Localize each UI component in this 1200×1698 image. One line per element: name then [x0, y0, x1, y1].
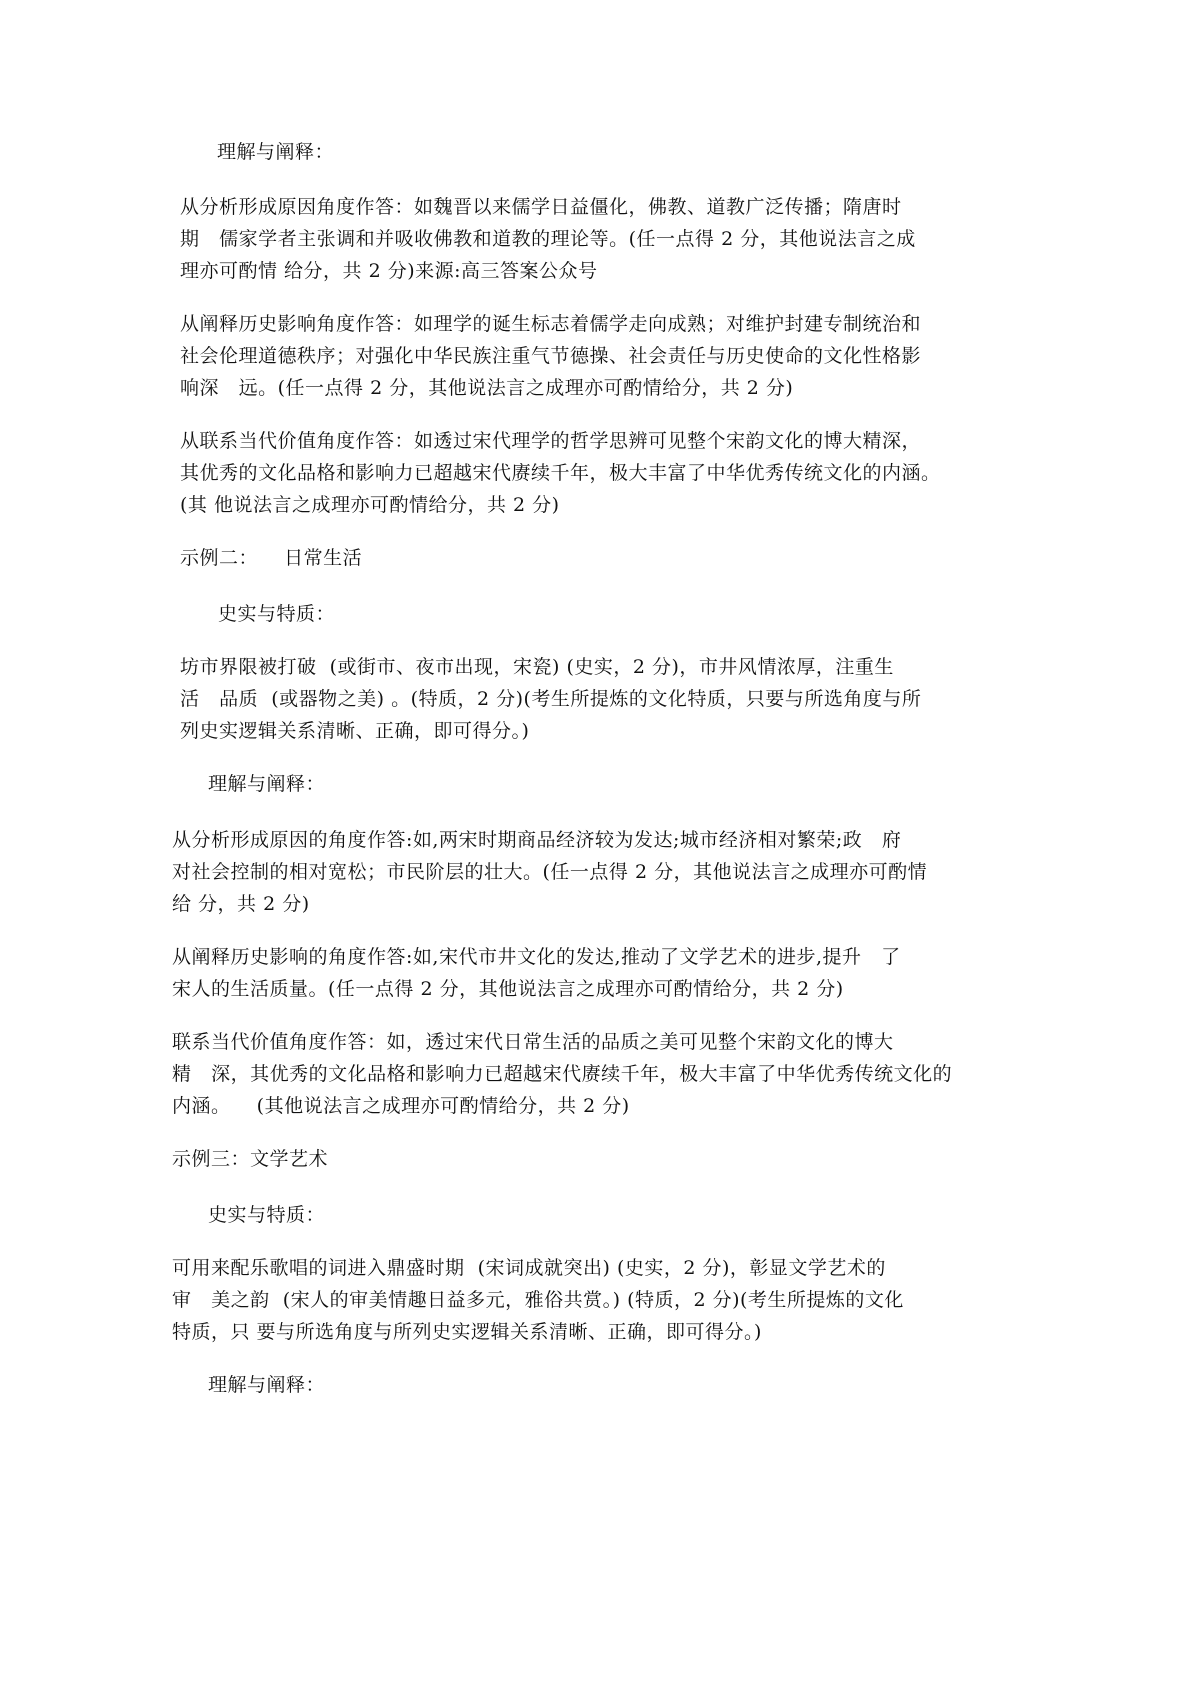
paragraph-impact-1-line-3: 响深 远。(任一点得 2 分，其他说法言之成理亦可酌情给分，共 2 分): [180, 377, 794, 399]
paragraph-value-1-line-1: 从联系当代价值角度作答：如透过宋代理学的哲学思辨可见整个宋韵文化的博大精深，: [180, 430, 922, 452]
paragraph-value-1-line-3: (其 他说法言之成理亦可酌情给分，共 2 分): [180, 494, 560, 516]
paragraph-facts-3-line-2: 审 美之韵 (宋人的审美情趣日益多元，雅俗共赏。) (特质，2 分)(考生所提炼的文化: [172, 1289, 904, 1311]
heading-understanding-3: 理解与阐释：: [208, 1374, 326, 1396]
paragraph-impact-1-line-1: 从阐释历史影响角度作答：如理学的诞生标志着儒学走向成熟；对维护封建专制统治和: [180, 313, 922, 335]
heading-example-2: 示例二： 日常生活: [180, 547, 363, 569]
paragraph-facts-2-line-1: 坊市界限被打破 (或街市、夜市出现，宋瓷) (史实，2 分)，市井风情浓厚，注重生: [180, 656, 894, 678]
paragraph-impact-1-line-2: 社会伦理道德秩序；对强化中华民族注重气节德操、社会责任与历史使命的文化性格影: [180, 345, 922, 367]
paragraph-value-2-line-1: 联系当代价值角度作答：如，透过宋代日常生活的品质之美可见整个宋韵文化的博大: [172, 1031, 894, 1053]
paragraph-impact-2-line-2: 宋人的生活质量。(任一点得 2 分，其他说法言之成理亦可酌情给分，共 2 分): [172, 978, 844, 1000]
paragraph-cause-2-line-1: 从分析形成原因的角度作答:如,两宋时期商品经济较为发达;城市经济相对繁荣;政 府: [172, 829, 902, 851]
heading-facts-2: 史实与特质：: [218, 603, 336, 625]
paragraph-impact-2-line-1: 从阐释历史影响的角度作答:如,宋代市井文化的发达,推动了文学艺术的进步,提升 了: [172, 946, 901, 968]
paragraph-cause-1-line-2: 期 儒家学者主张调和并吸收佛教和道教的理论等。(任一点得 2 分，其他说法言之成: [180, 228, 916, 250]
paragraph-value-1-line-2: 其优秀的文化品格和影响力已超越宋代赓续千年，极大丰富了中华优秀传统文化的内涵。: [180, 462, 941, 484]
paragraph-facts-2-line-3: 列史实逻辑关系清晰、正确，即可得分。): [180, 720, 530, 742]
paragraph-value-2-line-2: 精 深，其优秀的文化品格和影响力已超越宋代赓续千年，极大丰富了中华优秀传统文化的: [172, 1063, 953, 1085]
heading-understanding-1: 理解与阐释：: [217, 141, 335, 163]
paragraph-value-2-line-3: 内涵。 (其他说法言之成理亦可酌情给分，共 2 分): [172, 1095, 630, 1117]
paragraph-facts-2-line-2: 活 品质 (或器物之美) 。(特质，2 分)(考生所提炼的文化特质，只要与所选角度与所: [180, 688, 922, 710]
heading-understanding-2: 理解与阐释：: [208, 773, 326, 795]
heading-example-3: 示例三：文学艺术: [172, 1148, 329, 1170]
paragraph-cause-1-line-3: 理亦可酌情 给分，共 2 分)来源:高三答案公众号: [180, 260, 598, 282]
paragraph-cause-2-line-3: 给 分，共 2 分): [172, 893, 310, 915]
paragraph-facts-3-line-1: 可用来配乐歌唱的词进入鼎盛时期 (宋词成就突出) (史实，2 分)，彰显文学艺术的: [172, 1257, 886, 1279]
paragraph-facts-3-line-3: 特质，只 要与所选角度与所列史实逻辑关系清晰、正确，即可得分。): [172, 1321, 762, 1343]
paragraph-cause-1-line-1: 从分析形成原因角度作答：如魏晋以来儒学日益僵化，佛教、道教广泛传播；隋唐时: [180, 196, 902, 218]
paragraph-cause-2-line-2: 对社会控制的相对宽松；市民阶层的壮大。(任一点得 2 分，其他说法言之成理亦可酌情: [172, 861, 928, 883]
heading-facts-3: 史实与特质：: [208, 1204, 326, 1226]
